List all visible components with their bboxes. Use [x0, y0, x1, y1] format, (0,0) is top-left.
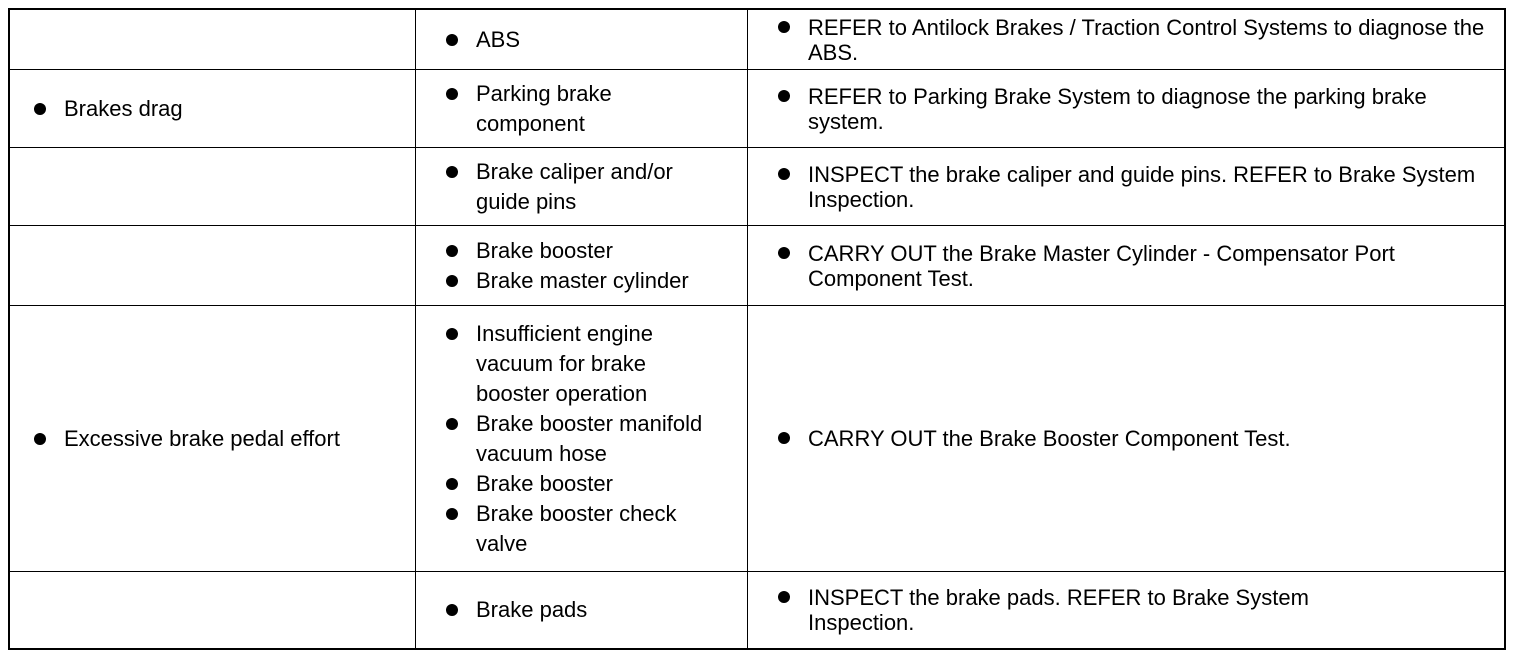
source-item: Brake master cylinder: [446, 266, 747, 296]
bullet-icon: [446, 34, 458, 46]
condition-cell: [10, 148, 416, 225]
source-cell: [416, 70, 748, 147]
bullet-icon: [446, 245, 458, 257]
bullet-icon: [34, 103, 46, 115]
condition-item: Excessive brake pedal effort: [34, 424, 415, 454]
condition-cell: [10, 70, 416, 147]
action-cell: [748, 10, 1506, 69]
action-item: CARRY OUT the Brake Master Cylinder - Compensator Port Component Test.: [778, 241, 1486, 291]
table-row: [10, 572, 1504, 648]
bullet-icon: [446, 328, 458, 340]
source-item: Parking brake component: [446, 79, 646, 139]
table-row: [10, 10, 1504, 70]
action-cell: [748, 306, 1506, 571]
condition-cell: [10, 226, 416, 305]
action-cell: [748, 70, 1506, 147]
table-row: [10, 306, 1504, 572]
bullet-icon: [446, 88, 458, 100]
table-row: [10, 148, 1504, 226]
bullet-icon: [446, 275, 458, 287]
action-item: CARRY OUT the Brake Booster Component Test.: [778, 426, 1486, 451]
action-item: INSPECT the brake caliper and guide pins. REFER to Brake System Inspection.: [778, 162, 1486, 212]
table-row: [10, 226, 1504, 306]
bullet-icon: [778, 21, 790, 33]
source-cell: [416, 572, 748, 648]
source-item: Insufficient engine vacuum for brake booster operation: [446, 319, 716, 409]
source-item: Brake caliper and/or guide pins: [446, 157, 716, 217]
source-item: Brake booster manifold vacuum hose: [446, 409, 741, 469]
action-item: INSPECT the brake pads. REFER to Brake System Inspection.: [778, 585, 1408, 635]
condition-cell: [10, 10, 416, 69]
bullet-icon: [34, 433, 46, 445]
condition-item: Brakes drag: [34, 94, 415, 124]
bullet-icon: [778, 432, 790, 444]
bullet-icon: [446, 478, 458, 490]
bullet-icon: [778, 168, 790, 180]
diagnosis-table: [8, 8, 1506, 650]
bullet-icon: [446, 418, 458, 430]
bullet-icon: [446, 604, 458, 616]
action-cell: [748, 148, 1506, 225]
condition-cell: [10, 306, 416, 571]
table-row: [10, 70, 1504, 148]
source-cell: [416, 148, 748, 225]
source-item: Brake booster: [446, 469, 747, 499]
bullet-icon: [446, 508, 458, 520]
bullet-icon: [778, 591, 790, 603]
source-item: Brake booster check valve: [446, 499, 721, 559]
action-cell: [748, 572, 1506, 648]
action-cell: [748, 226, 1506, 305]
bullet-icon: [778, 247, 790, 259]
action-item: REFER to Antilock Brakes / Traction Control Systems to diagnose the ABS.: [778, 15, 1486, 65]
action-item: REFER to Parking Brake System to diagnose the parking brake system.: [778, 84, 1486, 134]
source-item: Brake booster: [446, 236, 747, 266]
bullet-icon: [446, 166, 458, 178]
source-cell: [416, 10, 748, 69]
source-item: ABS: [446, 25, 747, 55]
source-cell: [416, 226, 748, 305]
source-item: Brake pads: [446, 595, 747, 625]
bullet-icon: [778, 90, 790, 102]
condition-cell: [10, 572, 416, 648]
source-cell: [416, 306, 748, 571]
